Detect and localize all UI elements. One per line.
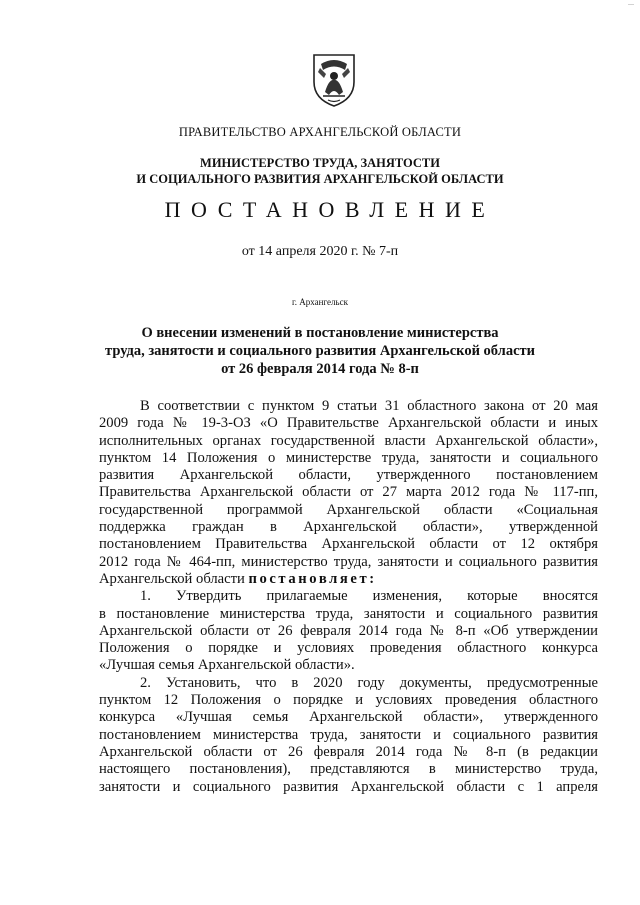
item-line: в постановление министерства труда, занятости и социального развития [99, 605, 598, 622]
preamble-last-line [99, 571, 598, 588]
document-body [99, 398, 598, 796]
preamble-line: государственной программой Архангельской области «Социальная [99, 501, 598, 518]
item-line: постановлением министерства труда, занятости и социального развития [99, 726, 598, 743]
preamble-line: постановлением Правительства Архангельской области от 12 октября [99, 536, 598, 553]
preamble-line: Правительства Архангельской области от 27 марта 2012 года № 117-пп, [99, 484, 598, 501]
preamble-line: исполнительных органах государственной власти Архангельской области», [99, 432, 598, 449]
item-line: настоящего постановления), представляются в министерство труда, [99, 761, 598, 778]
resolves-word: постановляет: [248, 570, 377, 587]
government-name: ПРАВИТЕЛЬСТВО АРХАНГЕЛЬСКОЙ ОБЛАСТИ [178, 125, 462, 139]
item-line: Положения о порядке и условиях проведения областного конкурса [99, 640, 598, 657]
ministry-name-line1: МИНИСТЕРСТВО ТРУДА, ЗАНЯТОСТИ [200, 156, 440, 170]
document-type-title: ПОСТАНОВЛЕНИЕ [164, 197, 496, 222]
preamble-line: 2012 года № 464-пп, министерство труда, занятости и социального развития [99, 553, 598, 570]
preamble-line: В соответствии с пунктом 9 статьи 31 областного закона от 20 мая [140, 398, 598, 414]
subject-line2: труда, занятости и социального развития Архангельской области [105, 343, 535, 359]
item-line: занятости и социального развития Архангельской области с 1 апреля [99, 778, 598, 795]
item-line: 2. Установить, что в 2020 году документы, предусмотренные [140, 674, 598, 691]
ministry-name-line2: И СОЦИАЛЬНОГО РАЗВИТИЯ АРХАНГЕЛЬСКОЙ ОБЛАСТИ [136, 172, 504, 186]
item-2-paragraph [99, 675, 598, 796]
preamble-line: развития Архангельской области, утвержденного постановлением [99, 467, 598, 484]
preamble-line: 2009 года № 19-3-ОЗ «О Правительстве Архангельской области и иных [99, 415, 598, 432]
item-line: конкурса «Лучшая семья Архангельской области», утвержденного [99, 709, 598, 726]
preamble-line: поддержка граждан в Архангельской области», утвержденной [99, 519, 598, 536]
item-line: 1. Утвердить прилагаемые изменения, которые вносятся [140, 588, 598, 605]
item-line: пунктом 12 Положения о порядке и условиях проведения областного [99, 692, 598, 709]
document-date-number: от 14 апреля 2020 г. № 7-п [241, 244, 399, 259]
coat-of-arms-icon [310, 52, 358, 108]
preamble-line: пунктом 14 Положения о министерстве труда, занятости и социального [99, 449, 598, 466]
document-city: г. Архангельск [292, 297, 348, 307]
item-line: Архангельской области от 26 февраля 2014 года № 8-п (в редакции [99, 743, 598, 760]
item-1-paragraph [99, 588, 598, 674]
item-line: «Лучшая семья Архангельской области». [99, 657, 355, 674]
item-line: Архангельской области от 26 февраля 2014 года № 8-п «Об утверждении [99, 622, 598, 639]
preamble-last-prefix: Архангельской области [99, 570, 249, 587]
corner-mark: --- [628, 2, 634, 8]
subject-line1: О внесении изменений в постановление министерства [141, 325, 499, 341]
preamble-paragraph [99, 398, 598, 588]
subject-line3: от 26 февраля 2014 года № 8-п [221, 361, 419, 377]
